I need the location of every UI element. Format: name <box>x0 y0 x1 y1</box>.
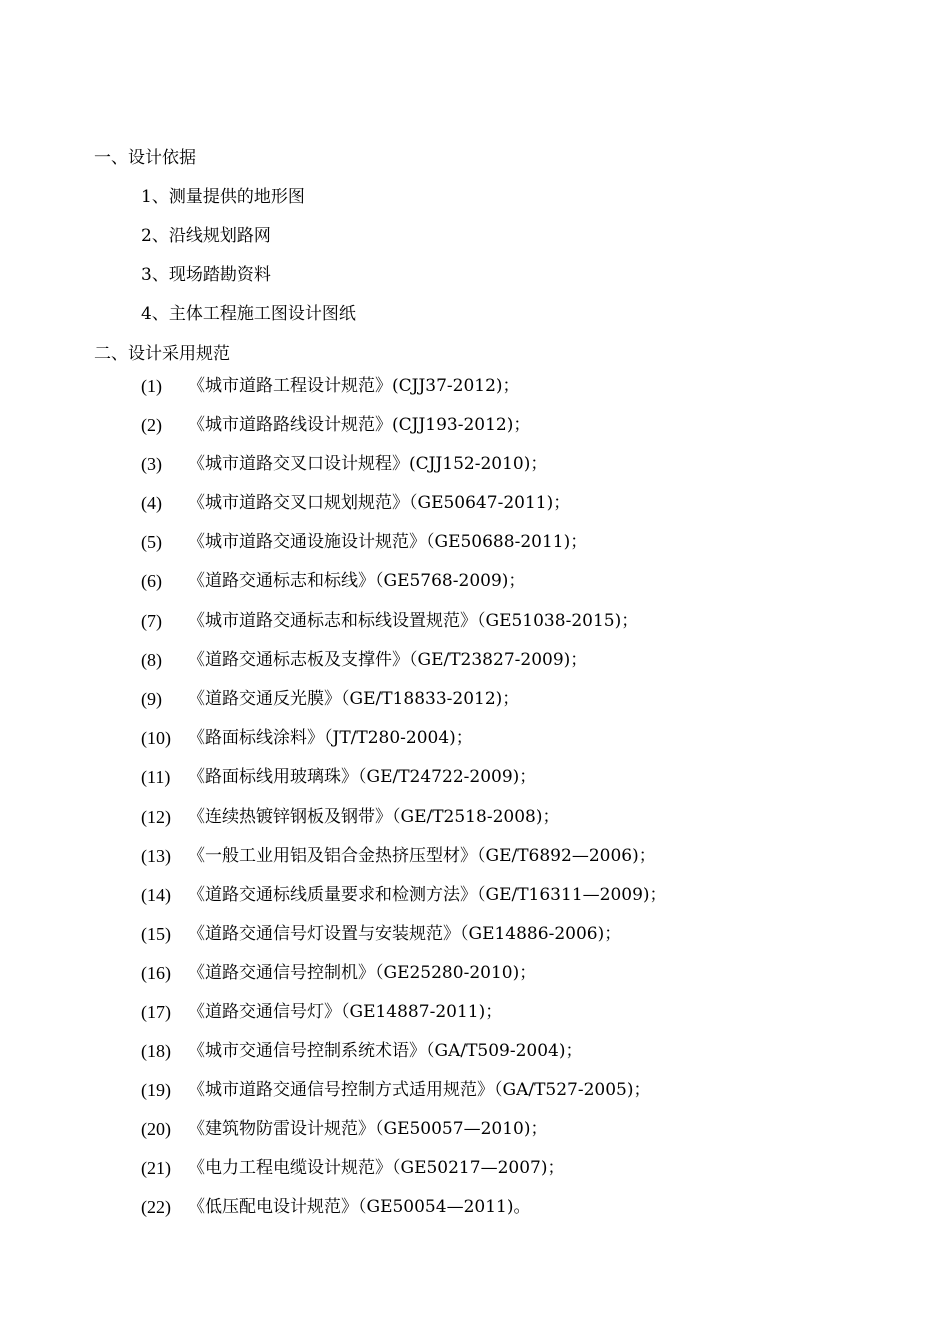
spec-number: (8) <box>141 650 162 670</box>
spec-number: (13) <box>141 846 171 866</box>
spec-title: 《城市道路交叉口设计规程》(CJJ152-2010)； <box>188 454 548 474</box>
spec-number: (19) <box>141 1080 171 1100</box>
spec-number: (20) <box>141 1119 171 1139</box>
spec-title: 《道路交通信号灯》（GE14887-2011)； <box>188 1002 503 1022</box>
spec-title: 《路面标线用玻璃珠》（GE/T24722-2009)； <box>188 767 537 787</box>
spec-number: (17) <box>141 1002 171 1022</box>
spec-title: 《城市道路交通标志和标线设置规范》（GE51038-2015)； <box>188 611 639 631</box>
spec-number: (10) <box>141 728 171 748</box>
spec-title: 《城市交通信号控制系统术语》（GA/T509-2004)； <box>188 1041 583 1061</box>
spec-number: (11) <box>141 767 171 787</box>
spec-number: (5) <box>141 532 162 552</box>
spec-number: (18) <box>141 1041 171 1061</box>
spec-title: 《低压配电设计规范》（GE50054—2011)。 <box>188 1197 531 1217</box>
spec-number: (1) <box>141 376 162 396</box>
spec-number: (2) <box>141 415 162 435</box>
spec-number: (6) <box>141 571 162 591</box>
spec-title: 《道路交通标志板及支撑件》（GE/T23827-2009)； <box>188 650 588 670</box>
spec-number: (15) <box>141 924 171 944</box>
spec-title: 《建筑物防雷设计规范》（GE50057—2010)； <box>188 1119 548 1139</box>
section-heading-design-specs: 二、设计采用规范 <box>94 344 230 364</box>
basis-item: 3、现场踏勘资料 <box>141 265 271 285</box>
spec-number: (22) <box>141 1197 171 1217</box>
spec-title: 《城市道路路线设计规范》(CJJ193-2012)； <box>188 415 531 435</box>
spec-title: 《一般工业用铝及铝合金热挤压型材》（GE/T6892—2006)； <box>188 846 656 866</box>
spec-number: (16) <box>141 963 171 983</box>
spec-title: 《城市道路交叉口规划规范》（GE50647-2011)； <box>188 493 571 513</box>
spec-number: (4) <box>141 493 162 513</box>
spec-title: 《道路交通标志和标线》（GE5768-2009)； <box>188 571 526 591</box>
basis-item: 4、主体工程施工图设计图纸 <box>141 304 356 324</box>
spec-title: 《城市道路交通信号控制方式适用规范》（GA/T527-2005)； <box>188 1080 651 1100</box>
spec-title: 《道路交通信号控制机》（GE25280-2010)； <box>188 963 537 983</box>
spec-number: (14) <box>141 885 171 905</box>
spec-number: (7) <box>141 611 162 631</box>
section-heading-design-basis: 一、设计依据 <box>94 148 196 168</box>
spec-number: (12) <box>141 807 171 827</box>
spec-number: (3) <box>141 454 162 474</box>
spec-title: 《城市道路交通设施设计规范》（GE50688-2011)； <box>188 532 588 552</box>
spec-title: 《连续热镀锌钢板及钢带》（GE/T2518-2008)； <box>188 807 560 827</box>
spec-title: 《道路交通信号灯设置与安装规范》（GE14886-2006)； <box>188 924 622 944</box>
spec-title: 《路面标线涂料》（JT/T280-2004)； <box>188 728 473 748</box>
basis-item: 1、测量提供的地形图 <box>141 187 305 207</box>
spec-title: 《电力工程电缆设计规范》（GE50217—2007)； <box>188 1158 565 1178</box>
spec-title: 《道路交通标线质量要求和检测方法》（GE/T16311—2009)； <box>188 885 667 905</box>
basis-item: 2、沿线规划路网 <box>141 226 271 246</box>
spec-title: 《道路交通反光膜》（GE/T18833-2012)； <box>188 689 520 709</box>
spec-title: 《城市道路工程设计规范》(CJJ37-2012)； <box>188 376 520 396</box>
spec-number: (9) <box>141 689 162 709</box>
spec-number: (21) <box>141 1158 171 1178</box>
